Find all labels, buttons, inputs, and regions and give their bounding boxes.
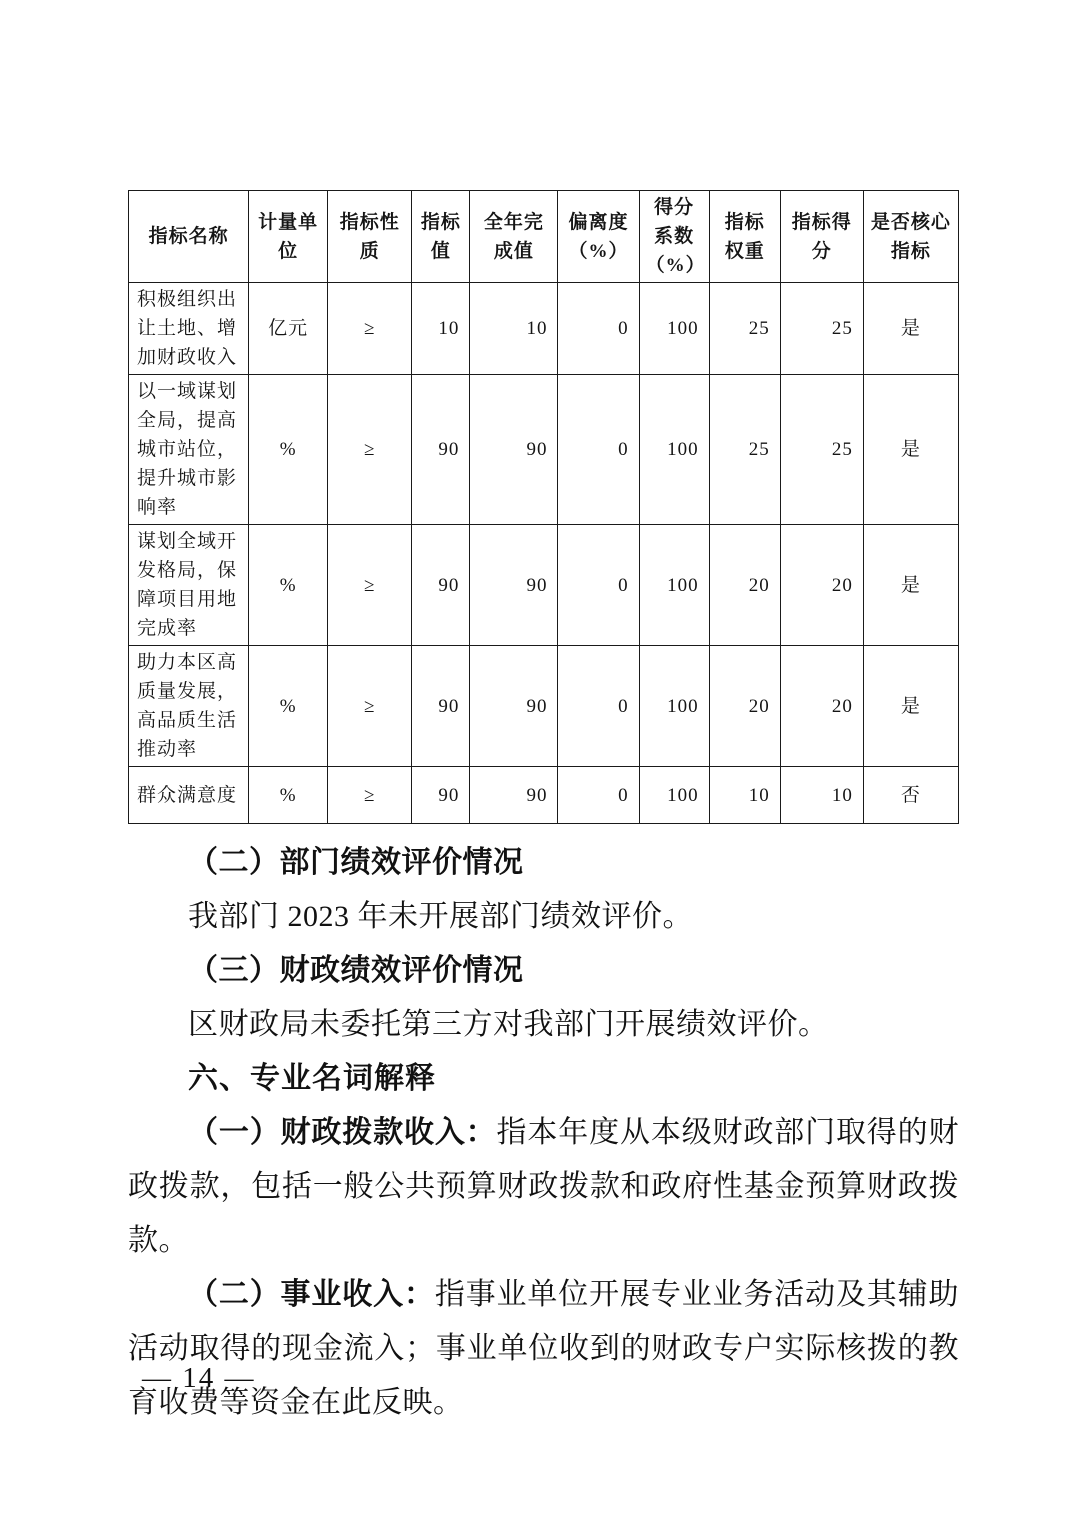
table-cell: 25 — [709, 375, 780, 525]
indicator-performance-table — [128, 190, 959, 824]
term-2-label: （二）事业收入： — [188, 1278, 435, 1311]
body-text — [128, 836, 959, 1430]
column-header: 指标值 — [412, 191, 470, 283]
table-cell: 0 — [558, 646, 639, 767]
column-header: 是否核心指标 — [863, 191, 958, 283]
column-header: 得分系数（%） — [639, 191, 709, 283]
page-number: — 14 — — [142, 1362, 256, 1394]
table-row — [129, 767, 959, 824]
table-row — [129, 283, 959, 375]
table-cell: 90 — [470, 375, 558, 525]
table-cell: 0 — [558, 283, 639, 375]
table-cell: % — [249, 646, 328, 767]
table-row — [129, 375, 959, 525]
column-header: 偏离度（%） — [558, 191, 639, 283]
dept-eval-heading: （二）部门绩效评价情况 — [188, 846, 524, 879]
table-cell: 90 — [412, 767, 470, 824]
table-cell: 25 — [780, 375, 863, 525]
table-cell: 25 — [709, 283, 780, 375]
table-cell: 以一域谋划全局，提高城市站位，提升城市影响率 — [129, 375, 249, 525]
table-cell: 0 — [558, 525, 639, 646]
table-cell: 10 — [709, 767, 780, 824]
table-cell: 否 — [863, 767, 958, 824]
term-definition-1 — [128, 1106, 959, 1268]
table-cell: 0 — [558, 375, 639, 525]
table-cell: 90 — [412, 525, 470, 646]
table-cell: 100 — [639, 375, 709, 525]
column-header: 指标得分 — [780, 191, 863, 283]
table-cell: % — [249, 767, 328, 824]
table-cell: 积极组织出让土地、增加财政收入 — [129, 283, 249, 375]
table-cell: 0 — [558, 767, 639, 824]
table-cell: 是 — [863, 375, 958, 525]
table-cell: % — [249, 525, 328, 646]
term-1-text: 指本年度从本级财政部门取得的财政拨款，包括一般公共预算财政拨款和政府性基金预算财政拨款。 — [128, 1116, 960, 1257]
table-row — [129, 525, 959, 646]
table-cell: ≥ — [328, 767, 412, 824]
table-cell: ≥ — [328, 283, 412, 375]
table-cell: 100 — [639, 646, 709, 767]
table-head — [129, 191, 959, 283]
page-content — [128, 190, 959, 1430]
term-1-label: （一）财政拨款收入： — [188, 1116, 497, 1149]
table-cell: 是 — [863, 283, 958, 375]
table-cell: 10 — [470, 283, 558, 375]
table-cell: 助力本区高质量发展，高品质生活推动率 — [129, 646, 249, 767]
fiscal-eval-paragraph: 区财政局未委托第三方对我部门开展绩效评价。 — [188, 1008, 829, 1041]
terms-section-heading: 六、专业名词解释 — [188, 1062, 436, 1095]
table-cell: 20 — [780, 525, 863, 646]
table-cell: 是 — [863, 525, 958, 646]
table-cell: 是 — [863, 646, 958, 767]
table-cell: ≥ — [328, 525, 412, 646]
fiscal-eval-heading: （三）财政绩效评价情况 — [188, 954, 524, 987]
table-cell: 100 — [639, 283, 709, 375]
table-cell: ≥ — [328, 646, 412, 767]
table-cell: ≥ — [328, 375, 412, 525]
table-body — [129, 283, 959, 824]
table-cell: 10 — [780, 767, 863, 824]
column-header: 指标名称 — [129, 191, 249, 283]
column-header: 指标性质 — [328, 191, 412, 283]
table-cell: % — [249, 375, 328, 525]
column-header: 全年完成值 — [470, 191, 558, 283]
table-cell: 亿元 — [249, 283, 328, 375]
table-cell: 100 — [639, 525, 709, 646]
table-cell: 20 — [780, 646, 863, 767]
term-definition-2 — [128, 1268, 959, 1430]
table-cell: 10 — [412, 283, 470, 375]
table-header-row — [129, 191, 959, 283]
table-cell: 90 — [470, 525, 558, 646]
column-header: 计量单位 — [249, 191, 328, 283]
column-header: 指标权重 — [709, 191, 780, 283]
table-cell: 25 — [780, 283, 863, 375]
table-cell: 群众满意度 — [129, 767, 249, 824]
table-cell: 100 — [639, 767, 709, 824]
table-cell: 90 — [412, 375, 470, 525]
table-cell: 90 — [412, 646, 470, 767]
table-cell: 20 — [709, 646, 780, 767]
table-row — [129, 646, 959, 767]
table-cell: 20 — [709, 525, 780, 646]
term-2-text: 指事业单位开展专业业务活动及其辅助活动取得的现金流入；事业单位收到的财政专户实际核拨的教育收费等资金在此反映。 — [128, 1278, 960, 1419]
table-cell: 90 — [470, 767, 558, 824]
table-cell: 90 — [470, 646, 558, 767]
table-cell: 谋划全域开发格局，保障项目用地完成率 — [129, 525, 249, 646]
dept-eval-paragraph: 我部门 2023 年未开展部门绩效评价。 — [188, 900, 693, 933]
